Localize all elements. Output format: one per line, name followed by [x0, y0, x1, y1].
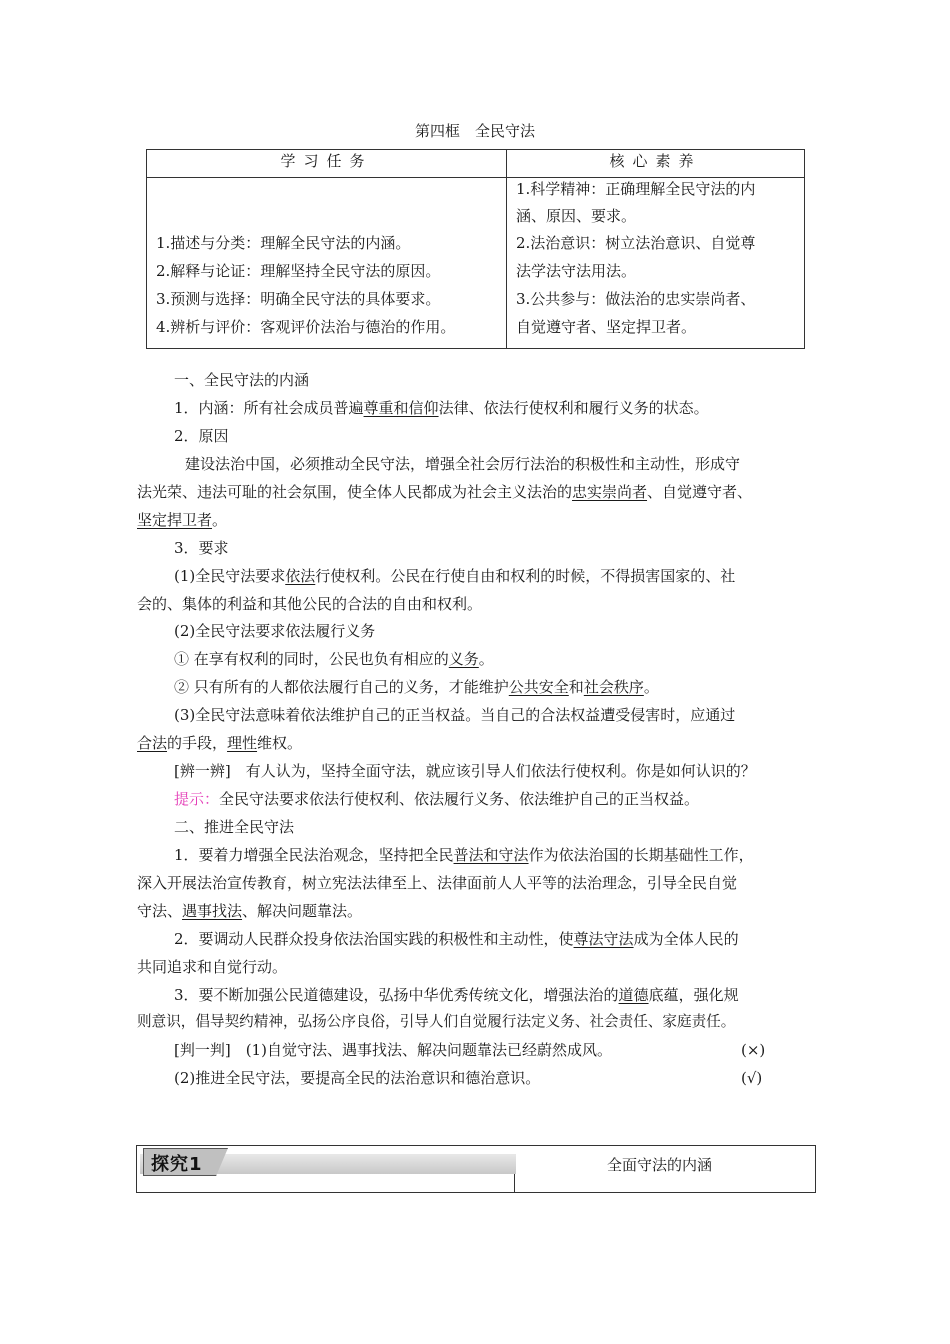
underlined-key-term: 坚定捍卫者 — [137, 511, 213, 529]
text: ① 在享有权利的同时，公民也负有相应的 — [174, 650, 449, 668]
goals-table — [146, 149, 805, 349]
text: 1．要着力增强全民法治观念，坚持把全民 — [174, 846, 454, 864]
definition-paragraph — [174, 398, 709, 418]
explore-divider — [514, 1174, 515, 1192]
literacy-line: 3.公共参与：做法治的忠实崇尚者、 — [516, 290, 756, 308]
text: 。 — [478, 650, 494, 668]
underlined-key-term: 普法和守法 — [453, 846, 529, 864]
text: 、自觉遵守者、 — [647, 483, 753, 501]
requirement-1-line-1 — [174, 566, 735, 586]
underlined-key-term: 忠实崇尚者 — [572, 483, 648, 501]
reason-line-1: 建设法治中国，必须推动全民守法，增强全社会厉行法治的积极性和主动性，形成守 — [185, 455, 741, 473]
underlined-key-term: 尊法守法 — [573, 930, 634, 948]
section-heading-2: 二、推进全民守法 — [174, 818, 295, 836]
explore-box — [136, 1145, 816, 1193]
requirement-2: (2)全民守法要求依法履行义务 — [174, 622, 376, 640]
page-title: 第四框 全民守法 — [414, 122, 535, 140]
text: 。 — [643, 678, 659, 696]
text: 法律、依法行使权利和履行义务的状态。 — [438, 399, 709, 417]
underlined-key-term: 义务 — [448, 650, 479, 668]
task-line: 4.辨析与评价：客观评价法治与德治的作用。 — [156, 318, 456, 336]
section-heading-1: 一、全民守法的内涵 — [174, 371, 310, 389]
reason-heading: 2．原因 — [174, 427, 229, 445]
underlined-key-term: 道德 — [618, 986, 649, 1004]
text: 作为依法治国的长期基础性工作， — [528, 846, 754, 864]
requirement-heading: 3．要求 — [174, 539, 229, 557]
text: 2．要调动人民群众投身依法治国实践的积极性和主动性，使 — [174, 930, 574, 948]
reason-line-2 — [137, 482, 752, 502]
text: 、解决问题靠法。 — [242, 902, 363, 920]
requirement-3-line-2 — [137, 733, 302, 753]
explore-title: 全面守法的内涵 — [607, 1156, 713, 1174]
explore-label: 探究1 — [151, 1154, 203, 1175]
judge-answer-2: (√) — [741, 1069, 763, 1087]
text: 的手段， — [167, 734, 228, 752]
text: 和 — [568, 678, 584, 696]
text: 3．要不断加强公民道德建设，弘扬中华优秀传统文化，增强法治的 — [174, 986, 619, 1004]
core-literacy-cell — [507, 178, 805, 349]
promote-3-line-1 — [174, 985, 739, 1005]
learning-tasks-cell — [147, 178, 507, 349]
hint — [174, 789, 699, 809]
text: 维权。 — [257, 734, 303, 752]
text: 。 — [212, 511, 228, 529]
promote-1-line-3 — [137, 901, 362, 921]
judge-answer-1: (×) — [741, 1041, 766, 1059]
literacy-line: 法学法守法用法。 — [516, 262, 637, 280]
literacy-line: 自觉遵守者、坚定捍卫者。 — [516, 318, 697, 336]
judge-statement-1: [判一判] (1)自觉守法、遇事找法、解决问题靠法已经蔚然成风。 — [174, 1041, 612, 1059]
reason-line-3 — [137, 510, 227, 530]
task-line: 3.预测与选择：明确全民守法的具体要求。 — [156, 290, 441, 308]
underlined-key-term: 社会秩序 — [583, 678, 644, 696]
requirement-2-point-1 — [174, 649, 494, 669]
text: 行使权利。公民在行使自由和权利的时候，不得损害国家的、社 — [315, 567, 736, 585]
text: 1．内涵：所有社会成员普遍 — [174, 399, 364, 417]
requirement-1-line-2: 会的、集体的利益和其他公民的合法的自由和权利。 — [137, 595, 483, 613]
text: ② 只有所有的人都依法履行自己的义务，才能维护 — [174, 678, 509, 696]
hint-text: 全民守法要求依法行使权利、依法履行义务、依法维护自己的正当权益。 — [219, 790, 700, 808]
requirement-3-line-1: (3)全民守法意味着依法维护自己的正当权益。当自己的合法权益遭受侵害时，应通过 — [174, 706, 736, 724]
underlined-key-term: 合法 — [137, 734, 168, 752]
text: 法光荣、违法可耻的社会氛围，使全体人民都成为社会主义法治的 — [137, 483, 573, 501]
underlined-key-term: 遇事找法 — [182, 902, 243, 920]
requirement-2-point-2 — [174, 677, 659, 697]
underlined-key-term: 依法 — [285, 567, 316, 585]
table-header-core-literacy: 核心素养 — [507, 150, 805, 178]
literacy-line: 1.科学精神：正确理解全民守法的内 — [516, 180, 756, 198]
literacy-line: 2.法治意识：树立法治意识、自觉尊 — [516, 234, 756, 252]
text: 成为全体人民的 — [633, 930, 739, 948]
text: 底蕴，强化规 — [648, 986, 739, 1004]
discuss-question: [辨一辨] 有人认为，坚持全面守法，就应该引导人们依法行使权利。你是如何认识的？ — [174, 762, 756, 780]
task-line: 1.描述与分类：理解全民守法的内涵。 — [156, 234, 411, 252]
promote-1-line-2: 深入开展法治宣传教育，树立宪法法律至上、法律面前人人平等的法治理念，引导全民自觉 — [137, 874, 738, 892]
hint-label: 提示： — [174, 790, 220, 808]
text: (1)全民守法要求 — [174, 567, 286, 585]
underlined-key-term: 理性 — [227, 734, 258, 752]
text: 守法、 — [137, 902, 183, 920]
underlined-key-term: 公共安全 — [508, 678, 569, 696]
literacy-line: 涵、原因、要求。 — [516, 207, 637, 225]
judge-statement-2: (2)推进全民守法，要提高全民的法治意识和德治意识。 — [174, 1069, 541, 1087]
underlined-key-term: 尊重和信仰 — [363, 399, 439, 417]
promote-2-line-1 — [174, 929, 739, 949]
promote-3-line-2: 则意识，倡导契约精神，弘扬公序良俗，引导人们自觉履行法定义务、社会责任、家庭责任。 — [137, 1013, 736, 1030]
promote-1-line-1 — [174, 845, 754, 865]
table-header-learning-tasks: 学习任务 — [147, 150, 507, 178]
promote-2-line-2: 共同追求和自觉行动。 — [137, 958, 288, 976]
task-line: 2.解释与论证：理解坚持全民守法的原因。 — [156, 262, 441, 280]
